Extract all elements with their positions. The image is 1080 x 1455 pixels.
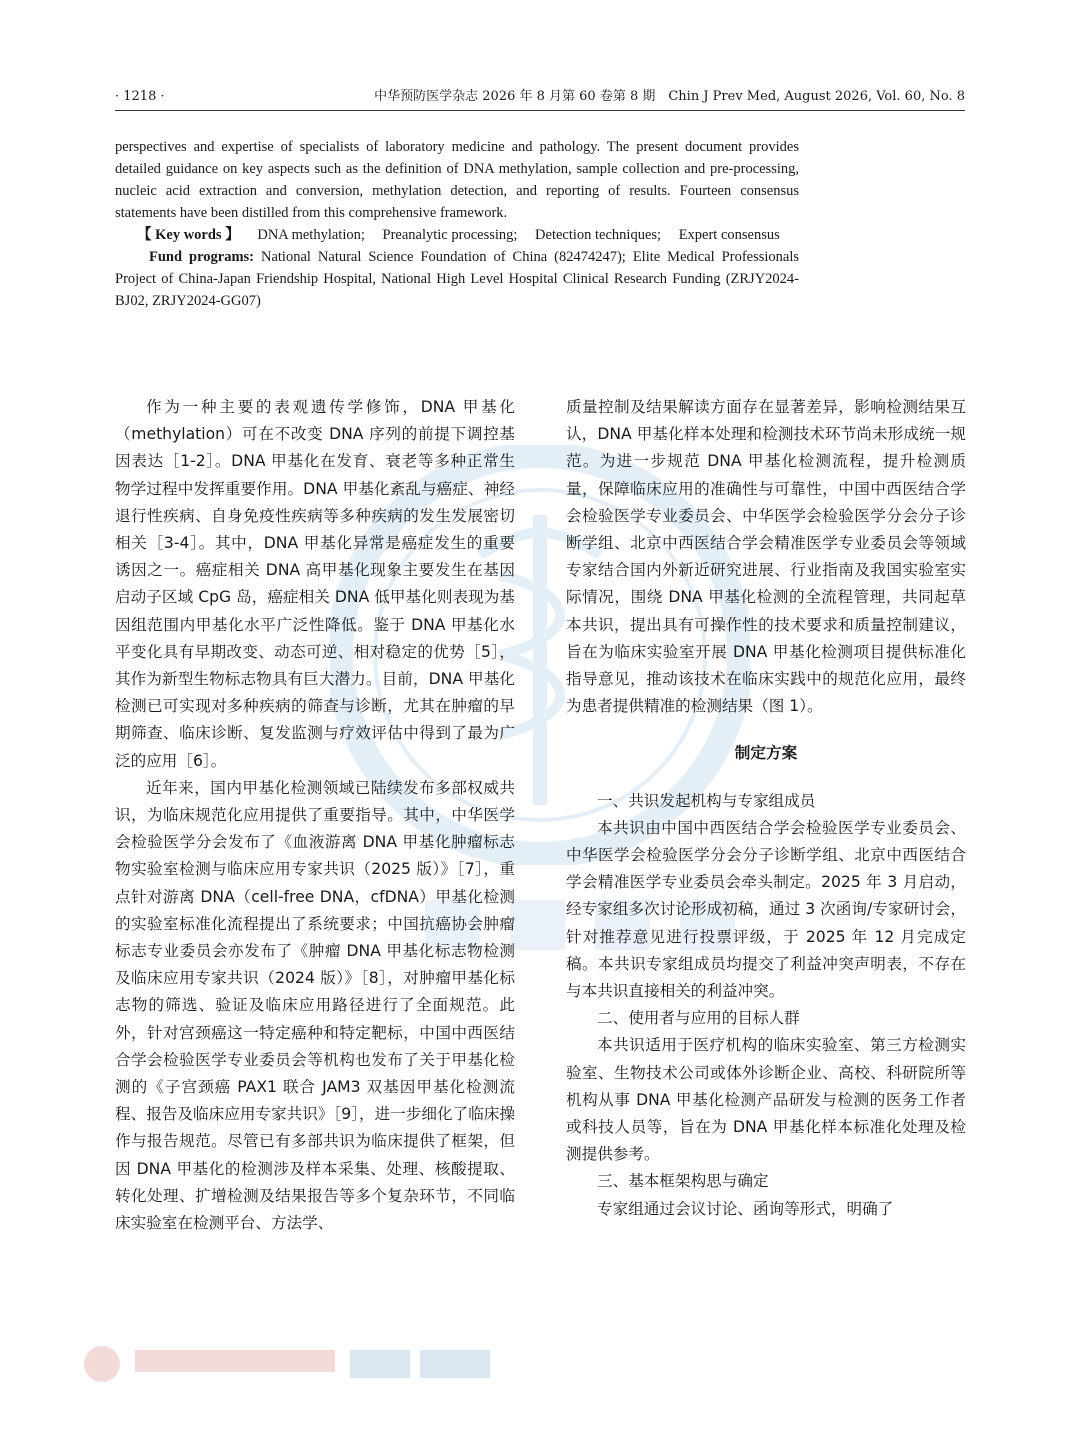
subsection-heading: 二、使用者与应用的目标人群 bbox=[597, 1009, 800, 1028]
journal-citation: 中华预防医学杂志 2026 年 8 月第 60 卷第 8 期 Chin J Prev Med, August 2026, Vol. 60, No. 8 bbox=[374, 89, 965, 104]
running-header bbox=[115, 86, 965, 111]
keywords-line bbox=[115, 224, 799, 246]
right-column bbox=[566, 394, 966, 1223]
subsection-heading: 一、共识发起机构与专家组成员 bbox=[597, 791, 816, 810]
subsection-heading: 三、基本框架构思与确定 bbox=[597, 1172, 769, 1191]
keyword: Preanalytic processing; bbox=[382, 227, 518, 243]
body-paragraph: 专家组通过会议讨论、函询等形式，明确了 bbox=[597, 1199, 894, 1218]
publisher-logo-icon bbox=[80, 1342, 500, 1386]
body-paragraph: 近年来，国内甲基化检测领域已陆续发布多部权威共识，为临床规范化应用提供了重要指导。其中，中华医学会检验医学分会发布了《血液游离 DNA 甲基化肿瘤标志物实验室检测与临床应用专家共识（2025 版）》［7］，重点针对游离 DNA（cell-free DNA，cfDNA）甲基化检测的实验室标准化流程提出了系统要求；中国抗癌协会肿瘤标志专业委员会亦发布了《肿瘤 DNA 甲基化标志物检测及临床应用专家共识（2024 版）》［8］，对肿瘤甲基化标志物的筛选、验证及临床应用路径进行了全面规范。此外，针对宫颈癌这一特定癌种和特定靶标，中国中西医结合学会检验医学专业委员会等机构也发布了关于甲基化检测的《子宫颈癌 PAX1 联合 JAM3 双基因甲基化检测流程、报告及临床应用专家共识》［9］，进一步细化了临床操作与报告规范。尽管已有多部共识为临床提供了框架，但因 DNA 甲基化的检测涉及样本采集、处理、核酸提取、转化处理、扩增检测及结果报告等多个复杂环节，不同临床实验室在检测平台、方法学、 bbox=[115, 778, 515, 1233]
body-paragraph: 本共识由中国中西医结合学会检验医学专业委员会、中华医学会检验医学分会分子诊断学组、北京中西医结合学会精准医学专业委员会牵头制定。2025 年 3 月启动，经专家组多次讨论形成初稿，通过 3 次函询/专家研讨会，针对推荐意见进行投票评级，于 2025 年 12 月完成定稿。本共识专家组成员均提交了利益冲突声明表，不存在与本共识直接相关的利益冲突。 bbox=[566, 818, 966, 1001]
fund-label: Fund programs: bbox=[149, 249, 255, 265]
left-column bbox=[115, 394, 515, 1237]
keyword: Detection techniques; bbox=[535, 227, 662, 243]
keyword: DNA methylation; bbox=[257, 227, 365, 243]
fund-line bbox=[115, 246, 799, 312]
body-paragraph: 本共识适用于医疗机构的临床实验室、第三方检测实验室、生物技术公司或体外诊断企业、高校、科研院所等机构从事 DNA 甲基化检测产品研发与检测的医务工作者或科技人员等，旨在为 DNA 甲基化样本标准化处理及检测提供参考。 bbox=[566, 1036, 966, 1164]
page-number: · 1218 · bbox=[115, 89, 165, 104]
english-abstract bbox=[115, 136, 799, 312]
section-heading: 制定方案 bbox=[734, 744, 798, 763]
keyword: Expert consensus bbox=[678, 227, 780, 243]
body-paragraph: 质量控制及结果解读方面存在显著差异，影响检测结果互认，DNA 甲基化样本处理和检测技术环节尚未形成统一规范。为进一步规范 DNA 甲基化检测流程，提升检测质量，保障临床应用的准确性与可靠性，中国中西医结合学会检验医学专业委员会、中华医学会检验医学分会分子诊断学组、北京中西医结合学会精准医学专业委员会等领域专家结合国内外新近研究进展、行业指南及我国实验室实际情况，围绕 DNA 甲基化检测的全流程管理，共同起草本共识，提出具有可操作性的技术要求和质量控制建议，旨在为临床实验室开展 DNA 甲基化检测项目提供标准化指导意见，推动该技术在临床实践中的规范化应用，最终为患者提供精准的检测结果（图 1）。 bbox=[566, 398, 966, 716]
abstract-body: perspectives and expertise of specialists of laboratory medicine and pathology. The present document provides detailed guidance on key aspects such as the definition of DNA methylation, sample collection and pre-processing, nucleic acid extraction and conversion, methylation detection, and reporting of results. Fourteen consensus statements have been distilled from this comprehensive framework. bbox=[115, 139, 799, 221]
keywords-label: 【 Key words 】 bbox=[137, 227, 240, 243]
body-paragraph: 作为一种主要的表观遗传学修饰，DNA 甲基化（methylation）可在不改变 DNA 序列的前提下调控基因表达［1-2］。DNA 甲基化在发育、衰老等多种正常生物学过程中发挥重要作用。DNA 甲基化紊乱与癌症、神经退行性疾病、自身免疫性疾病等多种疾病的发生发展密切相关［3-4］。其中，DNA 甲基化异常是癌症发生的重要诱因之一。癌症相关 DNA 高甲基化现象主要发生在基因启动子区域 CpG 岛，癌症相关 DNA 低甲基化则表现为基因组范围内甲基化水平广泛性降低。鉴于 DNA 甲基化水平变化具有早期改变、动态可逆、相对稳定的优势［5］，其作为新型生物标志物具有巨大潜力。目前，DNA 甲基化检测已可实现对多种疾病的筛查与诊断，尤其在肿瘤的早期筛查、临床诊断、复发监测与疗效评估中得到了最为广泛的应用［6］。 bbox=[115, 398, 515, 770]
fund-text: National Natural Science Foundation of China (82474247); Elite Medical Professionals Project of China-Japan Friendship Hospital, National High Level Hospital Clinical Research Funding (ZRJY2024-BJ02, ZRJY2024-GG07) bbox=[115, 249, 799, 309]
